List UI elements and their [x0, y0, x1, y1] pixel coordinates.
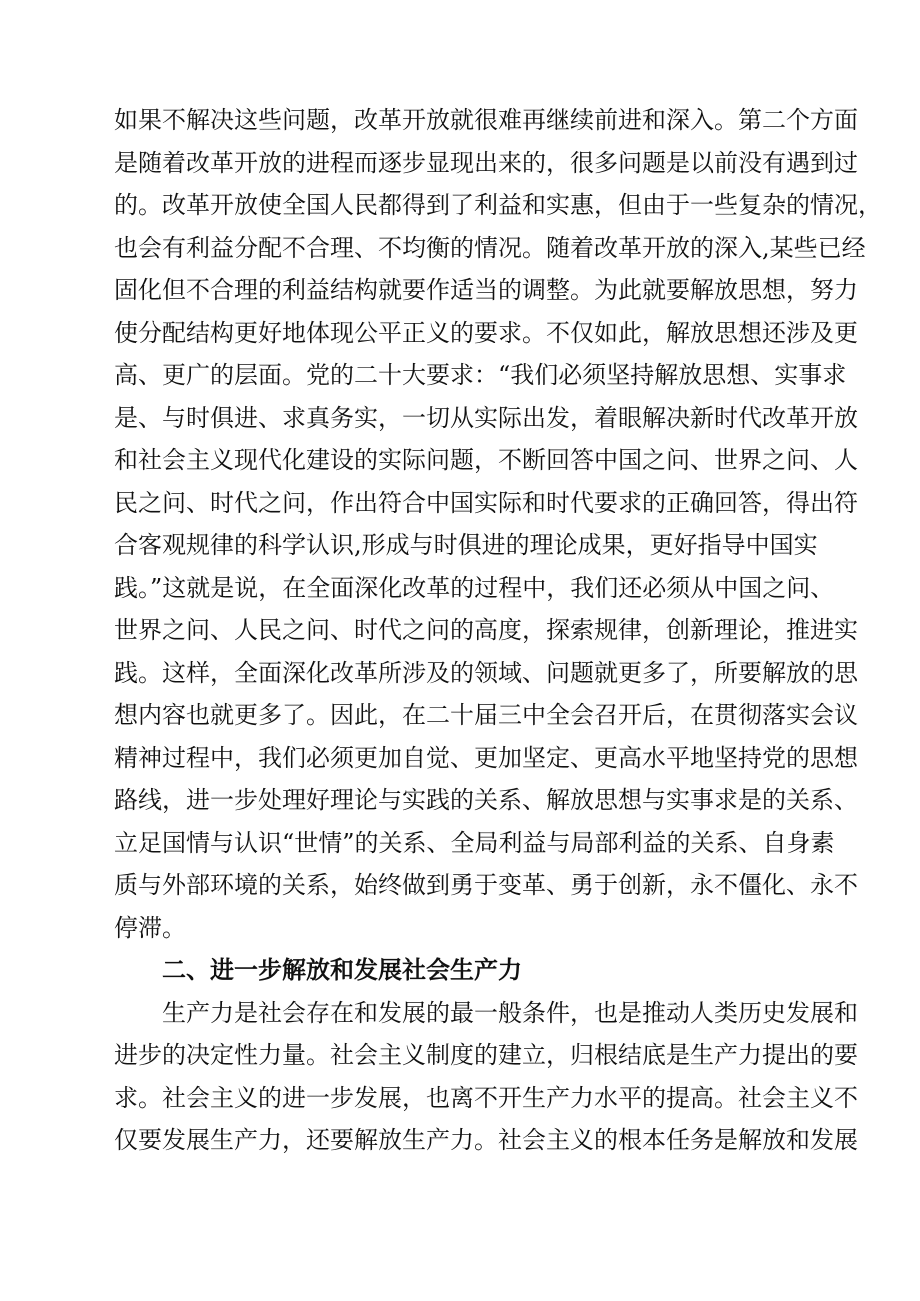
paragraph-line: 生产力是社会存在和发展的最一般条件，也是推动人类历史发展和 [162, 998, 858, 1027]
paragraph-line: 精神过程中，我们必须更加自觉、更加坚定、更高水平地坚持党的思想 [114, 743, 858, 772]
paragraph-line: 想内容也就更多了。因此，在二十届三中全会召开后，在贯彻落实会议 [114, 701, 858, 729]
paragraph-line: 停滞。 [114, 913, 186, 942]
paragraph-line: 世界之问、人民之问、时代之问的高度，探索规律，创新理论，推进实 [114, 616, 858, 644]
section-heading: 二、进一步解放和发展社会生产力 [162, 956, 522, 984]
paragraph-line: 高、更广的层面。党的二十大要求：“我们必须坚持解放思想、实事求 [114, 361, 847, 389]
paragraph-continuation [114, 99, 882, 1162]
paragraph-line: 是随着改革开放的进程而逐步显现出来的，很多问题是以前没有遇到过 [114, 148, 858, 177]
paragraph-line: 进步的决定性力量。社会主义制度的建立，归根结底是生产力提出的要 [114, 1041, 858, 1069]
paragraph-line: 民之问、时代之问，作出符合中国实际和时代要求的正确回答，得出符 [114, 488, 858, 517]
paragraph-line: 践。这样，全面深化改革所涉及的领域、问题就更多了，所要解放的思 [114, 658, 858, 687]
paragraph-line: 仅要发展生产力，还要解放生产力。社会主义的根本任务是解放和发展 [114, 1126, 858, 1154]
paragraph-line: 质与外部环境的关系，始终做到勇于变革、勇于创新，永不僵化、永不 [114, 871, 858, 899]
paragraph-line: 如果不解决这些问题，改革开放就很难再继续前进和深入。第二个方面 [114, 106, 858, 134]
paragraph-line: 固化但不合理的利益结构就要作适当的调整。为此就要解放思想，努力 [114, 276, 858, 304]
paragraph-line: 路线，进一步处理好理论与实践的关系、解放思想与实事求是的关系、 [114, 786, 858, 814]
paragraph-line: 是、与时俱进、求真务实，一切从实际出发，着眼解决新时代改革开放 [114, 403, 858, 432]
paragraph-line: 使分配结构更好地体现公平正义的要求。不仅如此，解放思想还涉及更 [114, 318, 858, 347]
paragraph-line: 践。”这就是说，在全面深化改革的过程中，我们还必须从中国之问、 [114, 573, 835, 602]
paragraph-line: 合客观规律的科学认识,形成与时俱进的理论成果，更好指导中国实 [114, 531, 818, 559]
paragraph-line: 的。改革开放使全国人民都得到了利益和实惠，但由于一些复杂的情况， [114, 191, 882, 219]
paragraph-line: 也会有利益分配不合理、不均衡的情况。随着改革开放的深入,某些已经 [114, 233, 866, 262]
paragraph-line: 求。社会主义的进一步发展，也离不开生产力水平的提高。社会主义不 [114, 1083, 858, 1112]
paragraph-line: 立足国情与认识“世情”的关系、全局利益与局部利益的关系、自身素 [114, 828, 835, 857]
paragraph-line: 和社会主义现代化建设的实际问题，不断回答中国之问、世界之问、人 [114, 446, 858, 474]
